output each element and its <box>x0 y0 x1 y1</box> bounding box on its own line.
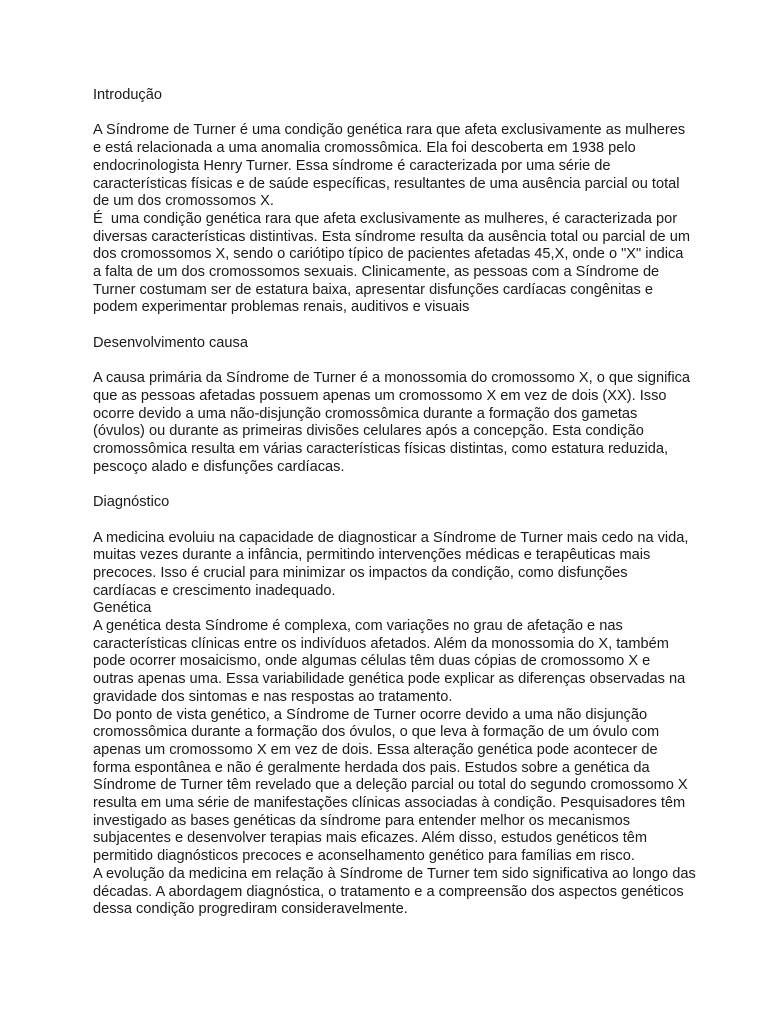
text-line: outras apenas uma. Essa variabilidade genética pode explicar as diferenças observadas na <box>93 671 686 688</box>
text-line: de um dos cromossomos X. <box>93 193 274 210</box>
text-line: cardíacas e crescimento inadequado. <box>93 582 336 599</box>
text-line: pode ocorrer mosaicismo, onde algumas células têm duas cópias de cromossomo X e <box>93 653 651 670</box>
text-line: dos cromossomos X, sendo o cariótipo típico de pacientes afetadas 45,X, onde o "X" indica <box>93 246 684 263</box>
text-line: características clínicas entre os indivíduos afetados. Além da monossomia do X, também <box>93 635 669 652</box>
text-line: Genética <box>93 600 152 617</box>
text-line: gravidade dos sintomas e nas respostas ao tratamento. <box>93 688 453 705</box>
text-line: Diagnóstico <box>93 494 170 511</box>
blank-line <box>93 105 693 123</box>
text-line: endocrinologista Henry Turner. Essa síndrome é caracterizada por uma série de <box>93 157 611 174</box>
text-line: forma espontânea e não é geralmente herdada dos pais. Estudos sobre a genética da <box>93 759 650 776</box>
text-line: diversas características distintivas. Esta síndrome resulta da ausência total ou parcial de um <box>93 228 691 245</box>
blank-line <box>93 317 693 335</box>
blank-line <box>93 512 693 530</box>
document-body <box>93 87 696 919</box>
text-line: que as pessoas afetadas possuem apenas um cromossomo X em vez de dois (XX). Isso <box>93 387 667 404</box>
paragraph-genetica-2 <box>93 707 693 866</box>
paragraph-evolucao <box>93 865 696 919</box>
text-line: A evolução da medicina em relação à Síndrome de Turner tem sido significativa ao longo das <box>93 865 696 882</box>
text-line: Turner costumam ser de estatura baixa, apresentar disfunções cardíacas congênitas e <box>93 281 653 298</box>
text-line: resulta em uma série de manifestações clínicas associadas à condição. Pesquisadores têm <box>93 795 686 812</box>
text-line: podem experimentar problemas renais, auditivos e visuais <box>93 299 470 316</box>
text-line: permitido diagnósticos precoces e aconselhamento genético para famílias em risco. <box>93 848 635 865</box>
text-line: subjacentes e desenvolver terapias mais eficazes. Além disso, estudos genéticos têm <box>93 830 648 847</box>
heading-diagnostico <box>93 494 693 512</box>
text-line: cromossômica durante a formação dos óvulos, o que leva à formação de um óvulo com <box>93 724 660 741</box>
text-line: características físicas e de saúde específicas, resultantes de uma ausência parcial ou total <box>93 175 680 192</box>
text-line: muitas vezes durante a infância, permitindo intervenções médicas e terapêuticas mais <box>93 547 651 564</box>
text-line: A Síndrome de Turner é uma condição genética rara que afeta exclusivamente as mulheres <box>93 122 686 139</box>
blank-line <box>93 353 693 371</box>
heading-introducao <box>93 87 693 105</box>
text-line: investigado as bases genéticas da síndrome para entender melhor os mecanismos <box>93 812 631 829</box>
text-line: A medicina evoluiu na capacidade de diagnosticar a Síndrome de Turner mais cedo na vida, <box>93 529 689 546</box>
text-line: apenas um cromossomo X em vez de dois. Essa alteração genética pode acontecer de <box>93 741 658 758</box>
paragraph-genetica-1 <box>93 618 693 707</box>
text-line: a falta de um dos cromossomos sexuais. Clinicamente, as pessoas com a Síndrome de <box>93 264 660 281</box>
paragraph-diagnostico <box>93 530 693 601</box>
paragraph-intro-2 <box>93 211 693 317</box>
text-line: A genética desta Síndrome é complexa, com variações no grau de afetação e nas <box>93 618 623 635</box>
paragraph-intro-1 <box>93 122 693 211</box>
text-line: Síndrome de Turner têm revelado que a deleção parcial ou total do segundo cromossomo X <box>93 777 688 794</box>
blank-line <box>93 476 693 494</box>
text-line: Desenvolvimento causa <box>93 334 248 351</box>
text-line: (óvulos) ou durante as primeiras divisões celulares após a concepção. Esta condição <box>93 423 644 440</box>
text-line: décadas. A abordagem diagnóstica, o tratamento e a compreensão dos aspectos genéticos <box>93 883 684 900</box>
paragraph-causa <box>93 370 693 476</box>
heading-genetica <box>93 600 693 618</box>
heading-desenvolvimento-causa <box>93 335 693 353</box>
text-line: ocorre devido a uma não-disjunção cromossômica durante a formação dos gametas <box>93 405 638 422</box>
text-line: precoces. Isso é crucial para minimizar os impactos da condição, como disfunções <box>93 564 628 581</box>
text-line: Do ponto de vista genético, a Síndrome de Turner ocorre devido a uma não disjunção <box>93 706 648 723</box>
text-line: pescoço alado e disfunções cardíacas. <box>93 458 345 475</box>
text-line: dessa condição progrediram consideravelmente. <box>93 901 408 918</box>
text-line: A causa primária da Síndrome de Turner é a monossomia do cromossomo X, o que significa <box>93 370 691 387</box>
text-line: cromossômica resulta em várias características físicas distintas, como estatura reduzida, <box>93 441 669 458</box>
text-line: e está relacionada a uma anomalia cromossômica. Ela foi descoberta em 1938 pelo <box>93 140 636 157</box>
text-line: Introdução <box>93 87 162 103</box>
text-line: É uma condição genética rara que afeta exclusivamente as mulheres, é caracterizada por <box>93 210 678 227</box>
